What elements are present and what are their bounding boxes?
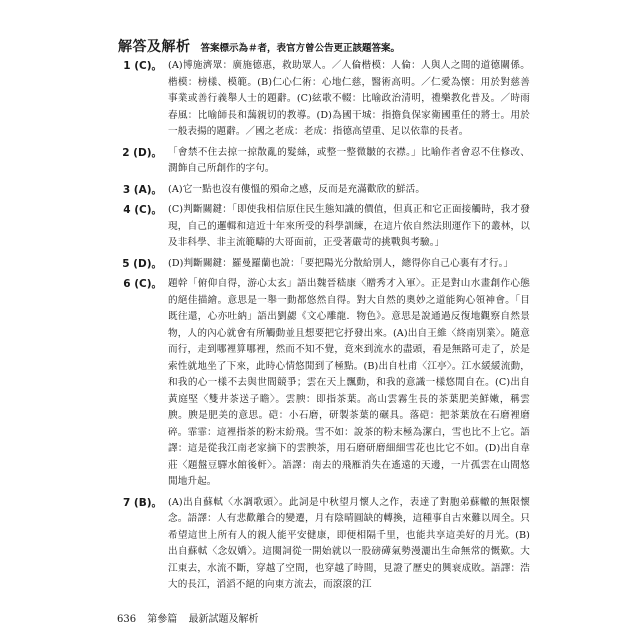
answer-item [118,256,530,273]
answer-explanation: (D)判斷關鍵：羅曼羅蘭也說：「要把陽光分散給別人，總得你自己心裏有才行。」 [168,257,514,269]
answer-number: 1 (C)。 [123,60,162,72]
answer-explanation: (A)它一點也沒有僂慍的殞命之感，反而是充滿歡欣的鮮活。 [168,183,426,195]
answer-number: 7 (B)。 [122,496,162,509]
footer-part: 第參篇 [147,614,178,625]
answer-number: 5 (D)。 [122,257,162,270]
answer-number: 3 (A)。 [122,183,162,196]
answer-number: 2 (D)。 [122,146,162,159]
footer-section: 最新試題及解析 [188,614,259,625]
answer-item [118,202,530,252]
answer-number: 6 (C)。 [123,278,162,290]
answer-list [118,58,530,598]
page-footer [117,610,266,625]
page-number: 636 [117,614,137,625]
answer-item [118,145,530,178]
answer-mark-note: 答案標示為＃者，表官方曾公告更正該題答案。 [200,43,401,54]
section-header [118,36,528,56]
answer-explanation: (A)博施濟眾：廣施德惠，救助眾人。／人倫楷模：人倫：人與人之間的道德關係。楷模：榜樣、模範。(B)仁心仁術：心地仁慈，醫術高明。／仁愛為懷：用於對慈善事業或善行義舉人士的題辭。(C)絃歌不輟：比喻政治清明，禮樂教化普及。／時雨春風：比喻師長和藹親切的教導。(D)為國干城：指擔負保家衛國重任的將士。用於一般表揚的題辭。／國之老成：老成：指德高望重、足以依靠的長者。 [168,60,530,137]
answer-item [118,495,530,594]
answer-item [118,58,530,141]
answer-number: 4 (C)。 [123,204,162,216]
answer-item [118,182,530,199]
answer-explanation: (A)出自蘇軾〈水調歌頭〉。此詞是中秋望月懷人之作，表達了對胞弟蘇轍的無限懷念。語譯：人有悲歡離合的變遷，月有陰晴圓缺的轉換，這種事自古來難以周全。只希望這世上所有人的親人能平安健康，即便相隔千里，也能共享這美好的月光。(B)出自蘇軾〈念奴嬌〉。這闋詞從一開始就以一股磅礡氣勢漫灑出生命無常的慨歎。大江東去，水流不斷，穿越了空間，也穿越了時間，見證了歷史的興衰成敗。語譯：浩大的長江，滔滔不絕的向東方流去，而滾滾的江 [168,496,530,590]
section-title: 解答及解析 [118,39,191,55]
answer-explanation: 題幹「俯仰自得，游心太玄」語出魏晉嵇康〈贈秀才入軍〉。正是對山水畫創作心態的絕佳描繪。意思是一舉一動都悠然自得。對大自然的奧妙之道能夠心領神會。「目既往還，心亦吐納」語出劉勰《文心雕龍．物色》。意思是說通過反復地觀察自然景物，人的內心就會有所觸動並且想要把它抒發出來。(A)出自王維〈終南別業〉。隨意而行，走到哪裡算哪裡，然而不知不覺，竟來到流水的盡頭，看是無路可走了，於是索性就地坐了下來，此時心情悠閒到了極點。(B)出自杜甫〈江亭〉。江水緩緩流動，和我的心一樣不去與世間競爭；雲在天上飄動，和我的意識一樣悠閒自在。(C)出自黃庭堅〈雙井茶送子瞻〉。雲腴：即指茶葉。高山雲霧生長的茶葉肥美鮮嫩，稱雲腴。腴是肥美的意思。硙：小石磨，研製茶葉的碾具。落硙：把茶葉放在石磨裡磨碎。霏霏：這裡指茶的粉末紛飛。雪不如：說茶的粉末極為潔白，雪也比不上它。語譯：這是從我江南老家摘下的雲腴茶，用石磨研磨細細雪花也比它不如。(D)出自韋莊〈題盤豆驛水館後軒〉。語譯：南去的飛雁消失在遙遠的天邊，一片孤雲在山間悠閒地升起。 [168,278,530,487]
answer-explanation: 「會禁不住去掠一掠散亂的髮絲，或整一整微皺的衣襟。」比喻作者會忍不住修改、潤飾自己所創作的字句。 [168,146,530,174]
answer-explanation: (C)判斷關鍵：「即使我相信原住民生態知識的價值，但真正和它正面接觸時，我才發現，自己的邏輯和這近十年來所受的科學訓練，在這片依自然法則運作下的叢林，以及非科學、非主流範疇的大哥面前，正受著嚴苛的挑戰與考驗。」 [168,204,530,248]
answer-item [118,276,530,491]
